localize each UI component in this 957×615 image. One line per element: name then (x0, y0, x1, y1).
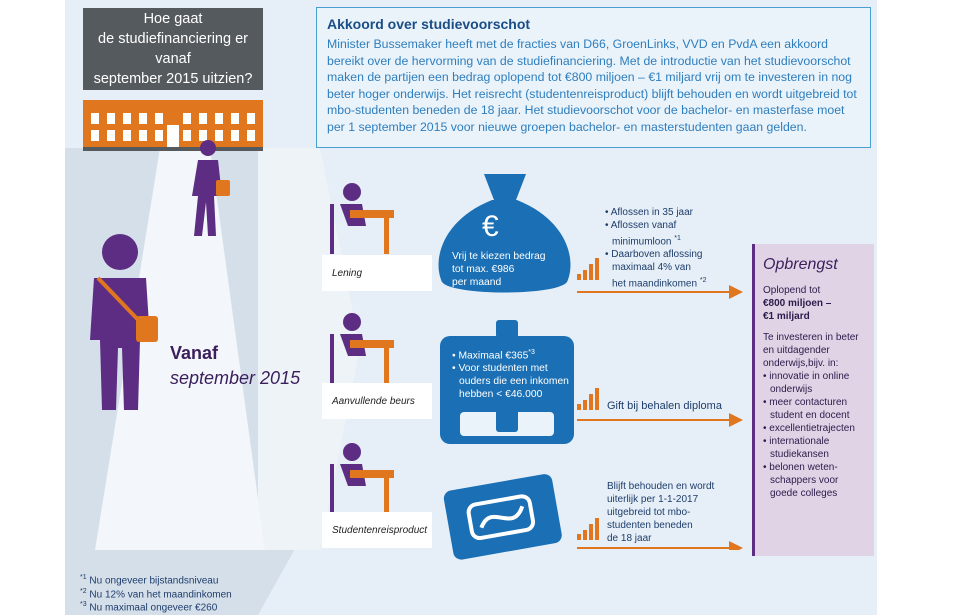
opbrengst-line-3: €1 miljard (763, 311, 810, 322)
reis-notes (607, 480, 714, 545)
lening-bag-line-2: tot max. €986 (452, 264, 515, 275)
opbrengst-item-2b: student en docent (770, 410, 850, 421)
desk-student-icon-2 (322, 310, 402, 388)
opbrengst-line-1: Oplopend tot (763, 285, 821, 296)
label-lening: Lening (322, 255, 432, 291)
info-title: Akkoord over studievoorschot (327, 16, 531, 32)
opbrengst-item-5b: schappers voor (770, 475, 839, 486)
travel-card-icon (440, 470, 565, 565)
question-line-2: de studiefinanciering er vanaf (98, 31, 248, 67)
beurs-note: Gift bij behalen diploma (607, 400, 722, 412)
opbrengst-line-4: Te investeren in beter (763, 332, 859, 343)
desk-student-icon-1 (322, 180, 402, 258)
reis-note-4: studenten beneden (607, 520, 693, 531)
beurs-line-4: hebben < €46.000 (459, 389, 543, 401)
vanaf-title: Vanaf (170, 343, 219, 363)
reis-note-5: de 18 jaar (607, 533, 652, 544)
opbrengst-line-5: en uitdagender (763, 345, 830, 356)
vanaf-subtitle: september 2015 (170, 368, 301, 388)
opbrengst-item-1b: onderwijs (770, 384, 813, 395)
lening-bag-line-1: Vrij te kiezen bedrag (452, 251, 546, 262)
lening-notes (605, 206, 706, 291)
info-box (316, 7, 871, 148)
beurs-bag-text (452, 346, 569, 401)
opbrengst-title: Opbrengst (763, 256, 838, 273)
standing-student-icon (70, 230, 170, 430)
opbrengst-line-6: onderwijs,bijv. in: (763, 358, 839, 369)
euro-symbol: € (482, 210, 499, 243)
opbrengst-item-1a: • innovatie in online (763, 371, 850, 382)
lening-bag-text (452, 250, 546, 289)
label-aanvullende-beurs: Aanvullende beurs (322, 383, 432, 419)
lening-note-1: • Aflossen in 35 jaar (605, 207, 693, 218)
walking-student-icon (180, 136, 240, 244)
beurs-line-2: • Voor studenten met (452, 363, 548, 375)
opbrengst-list (763, 370, 868, 500)
lening-note-4: • Daarboven aflossing (605, 249, 703, 261)
lening-note-2: • Aflossen vanaf (605, 220, 677, 231)
arrow-head-3 (729, 541, 743, 550)
label-studentenreisproduct: Studentenreisproduct (322, 512, 432, 548)
footnote-1: $^{*1}$ Nu ongeveer bijstandsniveau (80, 574, 219, 587)
opbrengst-item-5c: goede colleges (770, 488, 838, 499)
lening-bag-line-3: per maand (452, 277, 502, 288)
opbrengst-item-2a: • meer contacturen (763, 397, 848, 408)
reis-note-2: uiterlijk per 1-1-2017 (607, 494, 699, 505)
info-body: Minister Bussemaker heeft met de fracties van D66, GroenLinks, VVD en PvdA een akkoord bereikt over de hervorming van de studiefinanciering. Met de introductie van het studievoorschot maken de partijen een bedrag oplopend tot €800 miljoen – €1 miljard vrij om te investeren in nog beter hoger onderwijs. Het reisrecht (studentenreisproduct) blijft behouden en wordt uitgebreid tot mbo-studenten beneden de 18 jaar. Het studievoorschot voor de bachelor- en masterfase moet per 1 september 2015 voor nieuwe groepen bachelor- en masterstudenten gaan gelden. (327, 37, 857, 134)
reis-note-3: uitgebreid tot mbo- (607, 507, 691, 518)
beurs-line-3: ouders die een inkomen (459, 376, 569, 388)
opbrengst-item-4a: • internationale (763, 436, 830, 447)
opbrengst-box (752, 244, 874, 556)
reis-note-1: Blijft behouden en wordt (607, 481, 715, 492)
bar-icon-1 (577, 252, 603, 282)
footnote-2: $^{*2}$ Nu 12% van het maandinkomen (80, 588, 232, 601)
arrow-head-1 (729, 285, 743, 299)
lening-note-5: maximaal 4% van (612, 262, 691, 274)
beurs-line-1: • Maximaal €365$^{*3}$ (452, 349, 535, 362)
desk-student-icon-3 (322, 440, 402, 518)
question-line-3: september 2015 uitzien? (93, 71, 253, 87)
arrow-head-2 (729, 413, 743, 427)
opbrengst-item-5a: • belonen weten- (763, 462, 838, 473)
question-line-1: Hoe gaat (143, 11, 203, 27)
opbrengst-item-3: • excellentietrajecten (763, 423, 855, 434)
lening-note-6: het maandinkomen $^{*2}$ (612, 277, 707, 290)
question-box (83, 8, 263, 90)
footnote-3: $^{*3}$ Nu maximaal ongeveer €260 (80, 601, 218, 614)
opbrengst-line-2: €800 miljoen – (763, 298, 832, 309)
lening-note-3: minimumloon $^{*1}$ (612, 235, 681, 248)
opbrengst-item-4b: studiekansen (770, 449, 829, 460)
